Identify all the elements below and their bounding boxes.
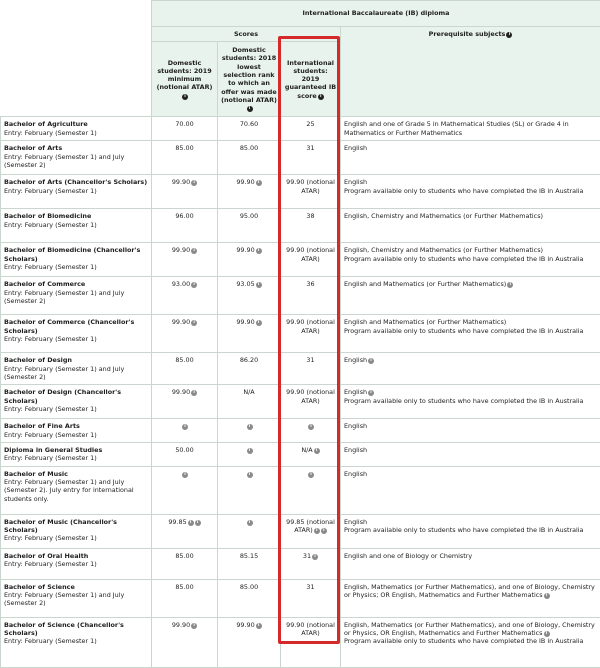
international-cell	[281, 117, 341, 141]
course-cell	[1, 466, 152, 514]
domestic-2019-value: 85.00	[175, 583, 193, 591]
course-name: Bachelor of Design (Chancellor's Scholars)	[4, 388, 148, 405]
table-row	[1, 617, 600, 667]
international-cell	[281, 353, 341, 385]
domestic-2019-value: 99.90	[172, 178, 190, 186]
ib-diploma-heading: International Baccalaureate (IB) diploma	[152, 1, 600, 27]
prereq-cell	[341, 579, 600, 617]
domestic-2019-value: 99.90	[172, 388, 190, 396]
prereq-value: English	[344, 144, 367, 152]
course-cell	[1, 419, 152, 443]
info-icon[interactable]: i	[191, 320, 197, 326]
course-cell	[1, 442, 152, 466]
course-name: Bachelor of Music	[4, 470, 148, 478]
col-international-label: International students: 2019 guaranteed IB score	[285, 59, 336, 100]
course-entry: Entry: February (Semester 1) and July (Semester 2)	[4, 591, 148, 608]
course-entry: Entry: February (Semester 1)	[4, 187, 148, 195]
domestic-2018-value: 86.20	[240, 356, 258, 364]
domestic-2019-cell	[152, 548, 218, 579]
info-icon[interactable]: i	[312, 554, 318, 560]
prereq-value: English, Chemistry and Mathematics (or Further Mathematics)	[344, 212, 543, 220]
info-icon[interactable]: i	[247, 424, 253, 430]
course-cell	[1, 548, 152, 579]
domestic-2018-cell	[218, 579, 281, 617]
info-icon[interactable]: i	[318, 94, 324, 100]
prereq-value: English	[344, 446, 367, 454]
course-cell	[1, 277, 152, 315]
prereq-text	[344, 446, 597, 454]
table-row	[1, 315, 600, 353]
table-row	[1, 514, 600, 548]
international-value: 38	[306, 212, 314, 220]
prereq-cell	[341, 617, 600, 667]
domestic-2018-cell	[218, 419, 281, 443]
prereq-value: English	[344, 518, 367, 526]
domestic-2018-cell	[218, 117, 281, 141]
domestic-2019-cell	[152, 117, 218, 141]
domestic-2019-value: 85.00	[175, 356, 193, 364]
domestic-2018-cell	[218, 141, 281, 175]
domestic-2019-cell	[152, 353, 218, 385]
prereq-value: English	[344, 178, 367, 186]
info-icon[interactable]: i	[191, 623, 197, 629]
prereq-heading	[341, 27, 600, 117]
prereq-value: English and one of Biology or Chemistry	[344, 552, 472, 560]
course-name: Diploma in General Studies	[4, 446, 148, 454]
info-icon[interactable]: i	[256, 282, 262, 288]
international-value: 25	[306, 120, 314, 128]
course-entry: Entry: February (Semester 1)	[4, 454, 148, 462]
info-icon[interactable]: i	[544, 631, 550, 637]
course-entry: Entry: February (Semester 1)	[4, 560, 148, 568]
domestic-2019-cell	[152, 514, 218, 548]
prereq-cell	[341, 385, 600, 419]
prereq-text	[344, 212, 597, 220]
prereq-cell	[341, 175, 600, 209]
prereq-cell	[341, 315, 600, 353]
course-name: Bachelor of Biomedicine	[4, 212, 148, 220]
course-name: Bachelor of Biomedicine (Chancellor's Scholars)	[4, 246, 148, 263]
course-name: Bachelor of Commerce	[4, 280, 148, 288]
prereq-cell	[341, 117, 600, 141]
course-cell	[1, 117, 152, 141]
international-value: 99.90 (notional ATAR)	[286, 318, 335, 334]
prereq-cell	[341, 243, 600, 277]
col-international	[281, 42, 341, 117]
info-icon[interactable]: i	[191, 180, 197, 186]
domestic-2018-cell	[218, 209, 281, 243]
international-cell	[281, 419, 341, 443]
table-body	[1, 117, 600, 667]
info-icon[interactable]: i	[308, 424, 314, 430]
table-row	[1, 277, 600, 315]
international-cell	[281, 514, 341, 548]
domestic-2019-cell	[152, 419, 218, 443]
international-value: N/A	[301, 446, 312, 454]
prereq-value: English and Mathematics (or Further Mathematics)	[344, 280, 506, 288]
course-entry: Entry: February (Semester 1)	[4, 129, 148, 137]
course-name: Bachelor of Commerce (Chancellor's Scholars)	[4, 318, 148, 335]
prereq-heading-label: Prerequisite subjects	[429, 30, 506, 38]
info-icon[interactable]: i	[321, 528, 327, 534]
course-name: Bachelor of Music (Chancellor's Scholars)	[4, 518, 148, 535]
prereq-value: English, Chemistry and Mathematics (or Further Mathematics)	[344, 246, 543, 254]
table-row	[1, 209, 600, 243]
prereq-text	[344, 552, 597, 560]
international-value: 31	[306, 356, 314, 364]
info-icon[interactable]: i	[195, 520, 201, 526]
prereq-note: Program available only to students who have completed the IB in Australia	[344, 397, 597, 405]
international-cell	[281, 315, 341, 353]
prereq-value: English	[344, 388, 367, 396]
course-name: Bachelor of Arts	[4, 144, 148, 152]
course-entry: Entry: February (Semester 1)	[4, 335, 148, 343]
domestic-2018-value: 99.90	[236, 621, 254, 629]
domestic-2018-cell	[218, 243, 281, 277]
prereq-note: Program available only to students who have completed the IB in Australia	[344, 526, 597, 534]
international-cell	[281, 617, 341, 667]
table-row	[1, 419, 600, 443]
domestic-2019-cell	[152, 141, 218, 175]
course-entry: Entry: February (Semester 1) and July (Semester 2). July entry for international students only.	[4, 478, 148, 503]
table-row	[1, 117, 600, 141]
prereq-value: English and one of Grade 5 in Mathematical Studies (SL) or Grade 4 in Mathematics or Further Mathematics	[344, 120, 569, 136]
domestic-2018-cell	[218, 353, 281, 385]
prereq-value: English, Mathematics (or Further Mathematics), and one of Biology, Chemistry or Physics, OR English, Mathematics and Further Mathematics	[344, 621, 595, 637]
info-icon[interactable]: i	[368, 390, 374, 396]
prereq-text	[344, 621, 597, 638]
info-icon[interactable]: i	[314, 448, 320, 454]
prereq-text	[344, 318, 597, 326]
prereq-note: Program available only to students who have completed the IB in Australia	[344, 187, 597, 195]
course-entry: Entry: February (Semester 1)	[4, 405, 148, 413]
domestic-2018-cell	[218, 548, 281, 579]
course-name: Bachelor of Science (Chancellor's Scholars)	[4, 621, 148, 638]
domestic-2018-value: 85.00	[240, 144, 258, 152]
domestic-2018-value: 99.90	[236, 318, 254, 326]
international-cell	[281, 277, 341, 315]
domestic-2019-cell	[152, 277, 218, 315]
prereq-text	[344, 470, 597, 478]
domestic-2019-cell	[152, 209, 218, 243]
course-entry: Entry: February (Semester 1) and July (Semester 2)	[4, 365, 148, 382]
course-name: Bachelor of Science	[4, 583, 148, 591]
domestic-2018-cell	[218, 315, 281, 353]
prereq-text	[344, 583, 597, 600]
domestic-2018-cell	[218, 442, 281, 466]
prereq-text	[344, 144, 597, 152]
table-row	[1, 141, 600, 175]
domestic-2019-cell	[152, 617, 218, 667]
info-icon[interactable]: i	[188, 520, 194, 526]
domestic-2019-value: 96.00	[175, 212, 193, 220]
domestic-2018-cell	[218, 385, 281, 419]
course-name: Bachelor of Fine Arts	[4, 422, 148, 430]
table-row	[1, 466, 600, 514]
international-cell	[281, 442, 341, 466]
international-value: 99.90 (notional ATAR)	[286, 621, 335, 637]
international-value: 99.90 (notional ATAR)	[286, 178, 335, 194]
course-cell	[1, 243, 152, 277]
domestic-2019-value: 93.00	[172, 280, 190, 288]
course-name: Bachelor of Agriculture	[4, 120, 148, 128]
prereq-text	[344, 356, 597, 364]
international-value: 99.90 (notional ATAR)	[286, 246, 335, 262]
international-cell	[281, 579, 341, 617]
domestic-2018-cell	[218, 617, 281, 667]
prereq-cell	[341, 141, 600, 175]
prereq-value: English	[344, 470, 367, 478]
course-entry: Entry: February (Semester 1)	[4, 263, 148, 271]
domestic-2019-cell	[152, 579, 218, 617]
domestic-2019-cell	[152, 442, 218, 466]
domestic-2018-value: N/A	[243, 388, 254, 396]
prereq-value: English	[344, 356, 367, 364]
info-icon[interactable]: i	[247, 448, 253, 454]
table-row	[1, 385, 600, 419]
prereq-note: Program available only to students who have completed the IB in Australia	[344, 255, 597, 263]
domestic-2019-value: 85.00	[175, 552, 193, 560]
course-entry: Entry: February (Semester 1)	[4, 221, 148, 229]
domestic-2019-value: 99.90	[172, 621, 190, 629]
course-cell	[1, 141, 152, 175]
international-cell	[281, 141, 341, 175]
info-icon[interactable]: i	[191, 248, 197, 254]
info-icon[interactable]: i	[256, 248, 262, 254]
info-icon[interactable]: i	[368, 358, 374, 364]
domestic-2018-value: 93.05	[236, 280, 254, 288]
info-icon[interactable]: i	[506, 32, 512, 38]
domestic-2018-value: 85.00	[240, 583, 258, 591]
scores-heading: Scores	[152, 27, 341, 42]
prereq-text	[344, 280, 597, 288]
table-row	[1, 442, 600, 466]
domestic-2019-cell	[152, 385, 218, 419]
course-entry: Entry: February (Semester 1)	[4, 637, 148, 645]
course-entry: Entry: February (Semester 1)	[4, 534, 148, 542]
international-cell	[281, 385, 341, 419]
domestic-2019-cell	[152, 466, 218, 514]
prereq-cell	[341, 353, 600, 385]
info-icon[interactable]: i	[182, 424, 188, 430]
info-icon[interactable]: i	[507, 282, 513, 288]
course-entry: Entry: February (Semester 1) and July (Semester 2)	[4, 153, 148, 170]
info-icon[interactable]: i	[256, 180, 262, 186]
course-cell	[1, 175, 152, 209]
table-row	[1, 353, 600, 385]
prereq-cell	[341, 209, 600, 243]
prereq-text	[344, 178, 597, 186]
international-value: 36	[306, 280, 314, 288]
domestic-2018-value: 99.90	[236, 178, 254, 186]
international-cell	[281, 175, 341, 209]
international-cell	[281, 209, 341, 243]
domestic-2018-value: 99.90	[236, 246, 254, 254]
info-icon[interactable]: i	[256, 623, 262, 629]
info-icon[interactable]: i	[191, 282, 197, 288]
info-icon[interactable]: i	[247, 106, 253, 112]
international-value: 99.85 (notional ATAR)	[286, 518, 335, 534]
domestic-2019-value: 70.00	[175, 120, 193, 128]
table-row	[1, 579, 600, 617]
domestic-2018-cell	[218, 466, 281, 514]
domestic-2019-value: 99.90	[172, 246, 190, 254]
international-value: 99.90 (notional ATAR)	[286, 388, 335, 404]
info-icon[interactable]: i	[182, 472, 188, 478]
info-icon[interactable]: i	[191, 390, 197, 396]
info-icon[interactable]: i	[314, 528, 320, 534]
domestic-2018-value: 70.60	[240, 120, 258, 128]
course-name: Bachelor of Arts (Chancellor's Scholars)	[4, 178, 148, 186]
domestic-2019-value: 99.90	[172, 318, 190, 326]
domestic-2018-cell	[218, 277, 281, 315]
corner-cell	[1, 1, 152, 117]
prereq-text	[344, 518, 597, 526]
prereq-value: English and Mathematics (or Further Mathematics)	[344, 318, 506, 326]
domestic-2019-value: 85.00	[175, 144, 193, 152]
course-cell	[1, 617, 152, 667]
international-cell	[281, 466, 341, 514]
info-icon[interactable]: i	[308, 472, 314, 478]
prereq-value: English, Mathematics (or Further Mathematics), and one of Biology, Chemistry or Physics; OR English, Mathematics and Further Mathematics	[344, 583, 595, 599]
col-domestic-2018-label: Domestic students: 2018 lowest selection rank to which an offer was made (notional ATAR)	[221, 46, 277, 104]
course-name: Bachelor of Oral Health	[4, 552, 148, 560]
domestic-2018-value: 95.00	[240, 212, 258, 220]
table-row	[1, 175, 600, 209]
prereq-text	[344, 120, 597, 137]
col-domestic-2019-label: Domestic students: 2019 minimum (notional ATAR)	[157, 59, 213, 92]
domestic-2019-cell	[152, 243, 218, 277]
info-icon[interactable]: i	[247, 520, 253, 526]
course-entry: Entry: February (Semester 1)	[4, 431, 148, 439]
info-icon[interactable]: i	[544, 593, 550, 599]
col-domestic-2019	[152, 42, 218, 117]
international-cell	[281, 548, 341, 579]
domestic-2019-cell	[152, 315, 218, 353]
domestic-2019-value: 50.00	[175, 446, 193, 454]
course-cell	[1, 353, 152, 385]
domestic-2018-cell	[218, 175, 281, 209]
prereq-cell	[341, 514, 600, 548]
international-value: 31	[306, 144, 314, 152]
col-domestic-2018	[218, 42, 281, 117]
course-entry: Entry: February (Semester 1) and July (Semester 2)	[4, 289, 148, 306]
course-cell	[1, 315, 152, 353]
info-icon[interactable]: i	[182, 94, 188, 100]
table-row	[1, 548, 600, 579]
info-icon[interactable]: i	[256, 320, 262, 326]
prereq-text	[344, 246, 597, 254]
domestic-2019-cell	[152, 175, 218, 209]
course-cell	[1, 209, 152, 243]
international-value: 31	[303, 552, 311, 560]
prereq-value: English	[344, 422, 367, 430]
prereq-text	[344, 422, 597, 430]
course-cell	[1, 385, 152, 419]
international-value: 31	[306, 583, 314, 591]
prereq-cell	[341, 419, 600, 443]
prereq-cell	[341, 548, 600, 579]
prereq-cell	[341, 277, 600, 315]
course-name: Bachelor of Design	[4, 356, 148, 364]
prereq-text	[344, 388, 597, 396]
prereq-cell	[341, 442, 600, 466]
domestic-2018-value: 85.15	[240, 552, 258, 560]
domestic-2019-value: 99.85	[168, 518, 186, 526]
info-icon[interactable]: i	[247, 472, 253, 478]
prereq-cell	[341, 466, 600, 514]
course-cell	[1, 514, 152, 548]
international-cell	[281, 243, 341, 277]
table-row	[1, 243, 600, 277]
course-cell	[1, 579, 152, 617]
prereq-note: Program available only to students who have completed the IB in Australia	[344, 327, 597, 335]
prereq-note: Program available only to students who have completed the IB in Australia	[344, 637, 597, 645]
domestic-2018-cell	[218, 514, 281, 548]
